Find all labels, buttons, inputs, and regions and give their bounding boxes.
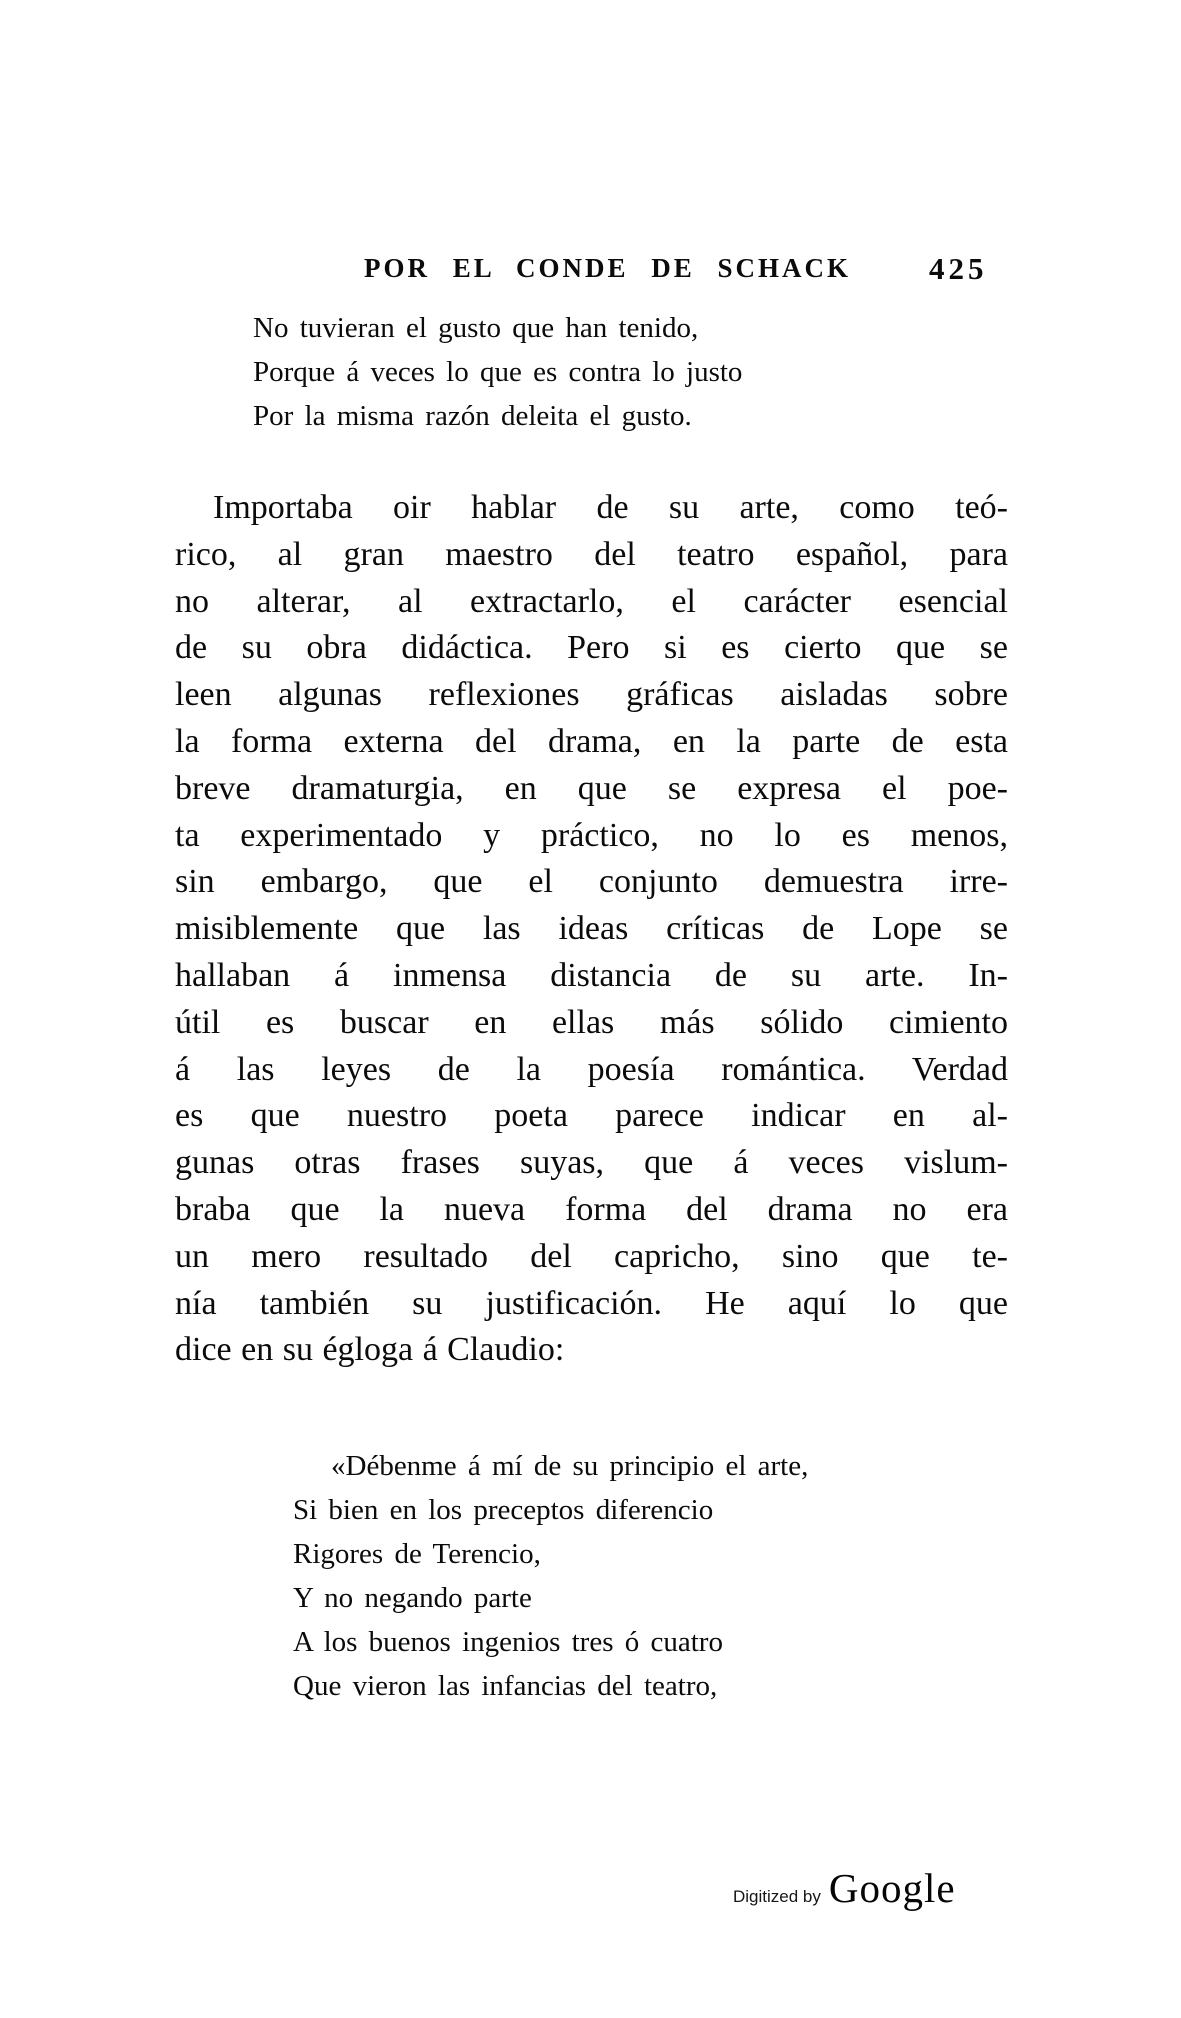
paragraph-line: Importaba oir hablar de su arte, como teó- <box>213 489 1008 526</box>
paragraph-line: ta experimentado y práctico, no lo es menos, <box>175 816 1008 854</box>
verse-line: Rigores de Terencio, <box>293 1538 541 1570</box>
paragraph-line: nía también su justificación. He aquí lo que <box>175 1284 1008 1322</box>
main-paragraph <box>175 485 1008 1374</box>
verse-block-1 <box>253 306 742 438</box>
paragraph-line: no alterar, al extractarlo, el carácter esencial <box>175 582 1008 620</box>
verse-line: Que vieron las infancias del teatro, <box>293 1670 718 1702</box>
verse-line: Y no negando parte <box>293 1582 532 1614</box>
verse-line: Porque á veces lo que es contra lo justo <box>253 356 743 388</box>
paragraph-line: leen algunas reflexiones gráficas aisladas sobre <box>175 676 1008 714</box>
verse-line: No tuvieran el gusto que han tenido, <box>253 312 699 344</box>
digitized-by-label: Digitized by <box>733 1887 821 1906</box>
running-header-title: POR EL CONDE DE SCHACK <box>364 253 852 283</box>
paragraph-line: un mero resultado del capricho, sino que te- <box>175 1237 1008 1275</box>
verse-line: A los buenos ingenios tres ó cuatro <box>293 1626 723 1658</box>
paragraph-line: es que nuestro poeta parece indicar en al- <box>175 1097 1008 1135</box>
page-number: 425 <box>929 251 988 286</box>
google-logo: Google <box>828 1865 956 1911</box>
paragraph-line: hallaban á inmensa distancia de su arte. In- <box>175 956 1008 994</box>
paragraph-line: misiblemente que las ideas críticas de Lope se <box>175 910 1008 948</box>
paragraph-line: á las leyes de la poesía romántica. Verdad <box>175 1050 1008 1088</box>
verse-line: «Débenme á mí de su principio el arte, <box>331 1450 809 1482</box>
paragraph-line: breve dramaturgia, en que se expresa el poe- <box>175 769 1008 807</box>
paragraph-line: rico, al gran maestro del teatro español, para <box>175 535 1008 573</box>
paragraph-line: de su obra didáctica. Pero si es cierto que se <box>175 629 1008 667</box>
verse-line: Si bien en los preceptos diferencio <box>293 1494 714 1526</box>
verse-block-2 <box>293 1444 808 1708</box>
paragraph-line: la forma externa del drama, en la parte de esta <box>175 722 1008 760</box>
paragraph-line: braba que la nueva forma del drama no era <box>175 1190 1008 1228</box>
paragraph-line: gunas otras frases suyas, que á veces vislum- <box>175 1144 1008 1182</box>
verse-line: Por la misma razón deleita el gusto. <box>253 400 692 432</box>
paragraph-line: dice en su égloga á Claudio: <box>175 1331 565 1369</box>
google-watermark <box>733 1864 956 1912</box>
paragraph-line: sin embargo, que el conjunto demuestra irre- <box>175 863 1008 901</box>
paragraph-line: útil es buscar en ellas más sólido cimiento <box>175 1003 1008 1041</box>
